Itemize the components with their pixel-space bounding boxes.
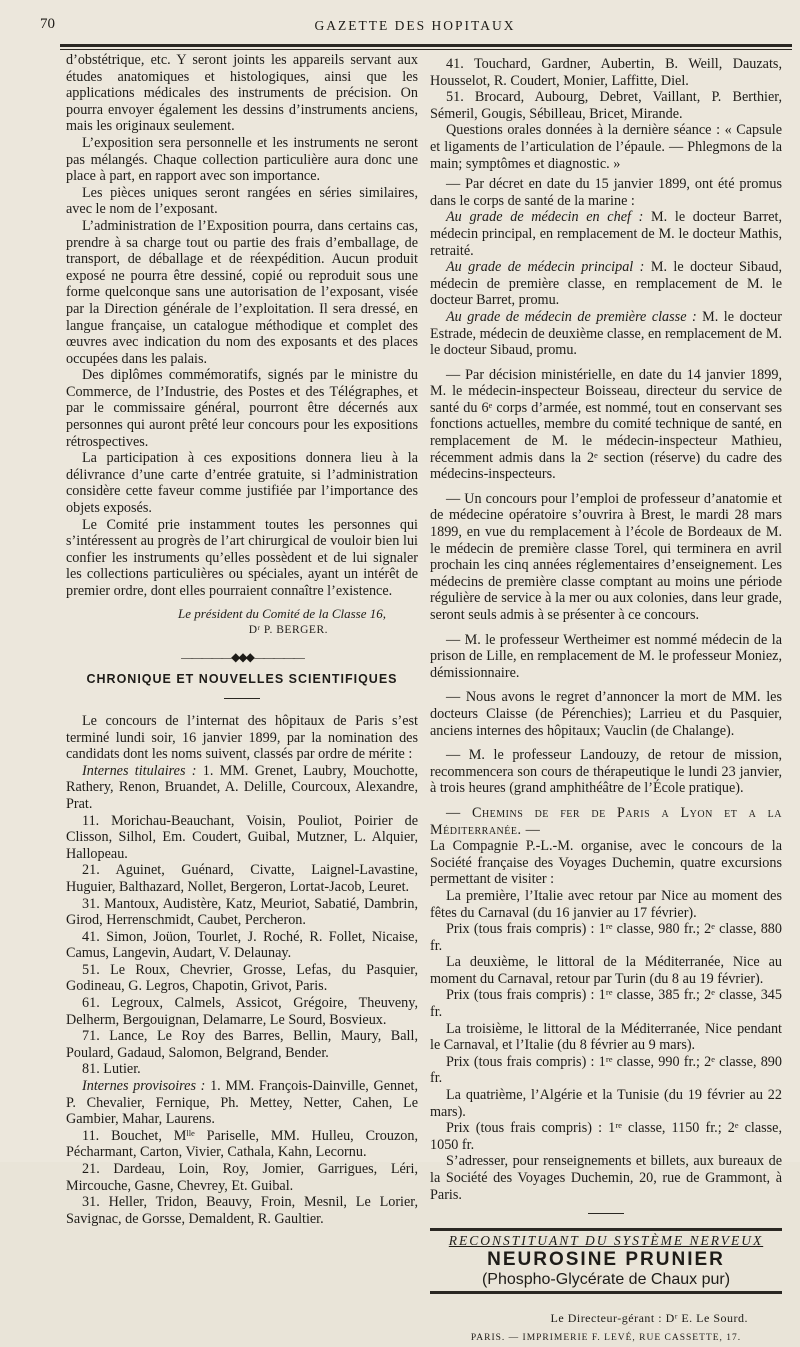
director-line: Le Directeur-gérant : Dʳ E. Le Sourd.	[550, 1310, 748, 1325]
paragraph-heading: — Chemins de fer de Paris a Lyon et a la Méditerranée. —	[430, 804, 782, 838]
paragraph: — Par décision ministérielle, en date du 14 janvier 1899, M. le médecin-inspecteur Boisseau, directeur du service de santé du 6ᵉ corps d’armée, est nommé, tout en conservant ses fonctions actuelles, membre du comité technique de santé, en remplacement de M. le médecin-inspecteur Mathieu, récemment admis dans la 2ᵉ section (réserve) du cadre des médecins-inspecteurs.	[430, 366, 782, 483]
grade-text: M. le docteur Barret, médecin principal, en remplacement de M. le docteur Mathis, retraité.	[430, 209, 783, 259]
paragraph: La quatrième, l’Algérie et la Tunisie (du 19 février au 22 mars).	[430, 1087, 782, 1120]
paragraph: — Par décret en date du 15 janvier 1899, ont été promus dans le corps de santé de la marine :	[430, 176, 782, 209]
list-item: 21. Aguinet, Guénard, Civatte, Laignel-Lavastine, Huguier, Balthazard, Nollet, Bergeron, Lortat-Jacob, Leuret.	[66, 862, 418, 895]
paragraph: Les pièces uniques seront rangées en séries similaires, avec le nom de l’exposant.	[66, 184, 418, 218]
ad-product-description: (Phospho-Glycérate de Chaux pur)	[481, 1270, 731, 1288]
running-title: GAZETTE DES HOPITAUX	[314, 18, 516, 33]
paragraph: Questions orales données à la dernière séance : « Capsule et ligaments de l’articulation de l’épaule. — Phlegmons de la main; symptômes et diagnostic. »	[430, 122, 782, 172]
list-item: 51. Le Roux, Chevrier, Grosse, Lefas, du Pasquier, Godineau, G. Legros, Chapotin, Grivot, Paris.	[66, 961, 418, 995]
section-rule	[224, 698, 260, 699]
list-item: 31. Mantoux, Audistère, Katz, Meuriot, Sabatié, Dambrin, Girod, Herrenschmidt, Caubet, Percheron.	[66, 895, 418, 929]
printer-imprint: PARIS. — IMPRIMERIE F. LEVÉ, RUE CASSETTE, 17.	[470, 1333, 742, 1344]
list-item: 1. MM. Grenet, Laubry, Mouchotte, Rathery, Renon, Bruandet, A. Delille, Courcoux, Alexandre, Prat.	[66, 762, 418, 812]
list-item: 11. Bouchet, Mˡˡᵉ Pariselle, MM. Hulleu, Crouzon, Pécharmant, Carton, Vivier, Cathala, Kahn, Lecornu.	[66, 1127, 418, 1161]
list-item: 41. Touchard, Gardner, Aubertin, B. Weill, Dauzats, Housselot, R. Coudert, Monier, Laffitte, Diel.	[430, 56, 782, 89]
list-item: 11. Morichau-Beauchant, Voisin, Pouliot, Poirier de Clisson, Silhol, Em. Coudert, Guibal, Mutzner, L. Alquier, Hallopeau.	[66, 812, 418, 862]
provisoires-label: Internes provisoires :	[82, 1078, 206, 1095]
paragraph: — Nous avons le regret d’annoncer la mort de MM. les docteurs Claisse (de Pérenchies); Larrieu et du Pasquier, anciens internes des hôpitaux; Vauclin (de Chalange).	[430, 689, 782, 739]
list-item: 31. Heller, Tridon, Beauvy, Froin, Mesnil, Le Lorier, Savignac, de Gorsse, Demaldent, R. Gaultier.	[66, 1194, 418, 1227]
header-rule	[60, 44, 792, 50]
paragraph: S’adresser, pour renseignements et billets, aux bureaux de la Société des Voyages Duchemin, 20, rue de Grammont, à Paris.	[430, 1153, 782, 1203]
page-number: 70	[40, 16, 55, 32]
section-rule	[588, 1213, 624, 1214]
price-line: Prix (tous frais compris) : 1ʳᵉ classe, 1150 fr.; 2ᵉ classe, 1050 fr.	[430, 1120, 782, 1153]
grade-label: Au grade de médecin principal :	[446, 259, 645, 276]
paragraph: L’administration de l’Exposition pourra, dans certains cas, prendre à sa charge tout ou partie des frais d’emballage, de transport, de déballage et de réexpédition. Aucun produit exposé ne pourra être dessiné, copié ou reproduit sous une forme quelconque sans une autorisation de l’exposant, visée par la Direction générale de l’exploitation. Il sera dressé, en langue française, un catalogue méthodique et complet des œuvres avec indication du nom des exposants et des places occupées dans les palais.	[66, 217, 418, 367]
list-item: 51. Brocard, Aubourg, Debret, Vaillant, P. Berthier, Sémeril, Gougis, Sébilleau, Bricet, Mirande.	[430, 89, 782, 122]
paragraph: — M. le professeur Wertheimer est nommé médecin de la prison de Lille, en remplacement de M. le professeur Moniez, démissionnaire.	[430, 631, 782, 681]
paragraph: Le concours de l’internat des hôpitaux de Paris s’est terminé lundi soir, 16 janvier 1899, par la nomination des candidats dont les noms suivent, classés par ordre de mérite :	[66, 712, 418, 763]
paragraph: d’obstétrique, etc. Y seront joints les appareils servant aux études anatomiques et histologiques, ainsi que les applications médicales des instruments de précision. On pourra envoyer également les dessins d’instruments anciens, mais les originaux seulement.	[66, 52, 418, 135]
page-header	[40, 12, 790, 38]
paragraph: Des diplômes commémoratifs, signés par le ministre du Commerce, de l’Industrie, des Postes et des Télégraphes, et par le commissaire général, pourront être décernés aux personnes qui auront prêté leur concours pour les expositions rétrospectives.	[66, 367, 418, 450]
paragraph: La deuxième, le littoral de la Méditerranée, Nice au moment du Carnaval, retour par Turin (du 8 au 19 février).	[430, 954, 782, 987]
list-item: 41. Simon, Joüon, Tourlet, J. Roché, R. Follet, Nicaise, Camus, Langevin, Audart, V. Delaunay.	[66, 928, 418, 962]
paragraph: La participation à ces expositions donnera lieu à la délivrance d’une carte d’entrée gratuite, si l’administration considère cette faveur comme justifiée par l’importance des objets exposés.	[66, 450, 418, 517]
price-line: Prix (tous frais compris) : 1ʳᵉ classe, 980 fr.; 2ᵉ classe, 880 fr.	[430, 921, 782, 954]
list-heading	[66, 1078, 418, 1128]
list-item: 61. Legroux, Calmels, Assicot, Grégoire, Theuveny, Delherm, Bergouignan, Delamarre, Le Sourd, Bosvieux.	[66, 995, 418, 1028]
paragraph: — Un concours pour l’emploi de professeur d’anatomie et de médecine opératoire s’ouvrira à Brest, le mardi 28 mars 1899, en vue du remplacement à l’école de Bordeaux de M. le médecin de première classe Torel, qui terminera en avril prochain les cinq années réglementaires d’enseignement. Les médecins de première classe comptant au moins une période régulière de service à la mer ou aux colonies, dans leur grade, seront seuls admis à se présenter à ce concours.	[430, 490, 782, 623]
right-column	[430, 56, 782, 1347]
paragraph: La Compagnie P.-L.-M. organise, avec le concours de la Société française des Voyages Duchemin, quatre excursions permettant de visiter :	[430, 838, 782, 888]
ad-tagline: RECONSTITUANT DU SYSTÈME NERVEUX	[448, 1233, 764, 1249]
section-title: CHRONIQUE ET NOUVELLES SCIENTIFIQUES	[86, 672, 398, 687]
list-heading	[66, 763, 418, 813]
list-item: 21. Dardeau, Loin, Roy, Jomier, Garrigues, Léri, Mircouche, Gasne, Chevrey, Et. Guibal.	[66, 1161, 418, 1194]
paragraph	[430, 259, 782, 309]
paragraph: — M. le professeur Landouzy, de retour de mission, recommencera son cours de thérapeutique le lundi 23 janvier, à trois heures (grand amphithéâtre de l’École pratique).	[430, 747, 782, 797]
price-line: Prix (tous frais compris) : 1ʳᵉ classe, 385 fr.; 2ᵉ classe, 345 fr.	[430, 987, 782, 1021]
paragraph: La troisième, le littoral de la Méditerranée, Nice pendant le Carnaval, et l’Italie (du 8 février au 9 mars).	[430, 1020, 782, 1054]
price-line: Prix (tous frais compris) : 1ʳᵉ classe, 990 fr.; 2ᵉ classe, 890 fr.	[430, 1053, 782, 1087]
paragraph: La première, l’Italie avec retour par Nice au moment des fêtes du Carnaval (du 16 janvier au 17 février).	[430, 887, 782, 921]
paragraph	[430, 209, 782, 259]
left-column	[66, 52, 418, 1227]
grade-label: Au grade de médecin en chef :	[446, 209, 644, 226]
titulaires-label: Internes titulaires :	[82, 762, 197, 779]
paragraph	[430, 309, 782, 359]
list-item: 71. Lance, Le Roy des Barres, Bellin, Maury, Ball, Poulard, Gadaud, Salomon, Belgrand, Bender.	[66, 1028, 418, 1061]
grade-text: M. le docteur Sibaud, médecin de première classe, en remplacement de M. le docteur Barret, promu.	[430, 259, 783, 309]
ad-product-name: NEUROSINE PRUNIER	[487, 1248, 725, 1270]
grade-label: Au grade de médecin de première classe :	[446, 308, 697, 325]
paragraph: L’exposition sera personnelle et les instruments ne seront pas mélangés. Chaque collection particulière aura donc une place à part, en rapport avec son importance.	[66, 134, 418, 185]
ornament-divider: —————◆◆◆—————	[181, 649, 303, 664]
grade-text: M. le docteur Estrade, médecin de deuxième classe, en remplacement de M. le docteur Sibaud, promu.	[430, 308, 782, 359]
signature-title: Le président du Comité de la Classe 16,	[178, 605, 386, 621]
paragraph: Le Comité prie instamment toutes les personnes qui s’intéressent au progrès de l’art chirurgical de vouloir bien lui confier les instruments qu’elles possèdent et de lui signaler les collections particulières ou spéciales, ayant un intérêt de premier ordre, dont elles pourraient connaître l’existence.	[66, 516, 418, 599]
signature-name: Dʳ P. BERGER.	[248, 624, 328, 637]
list-item: 81. Lutier.	[82, 1061, 141, 1078]
list-item: 1. MM. François-Dainville, Gennet, P. Chevalier, Fernique, Ph. Mettey, Netter, Cahen, Le Gambier, Mahar, Laurens.	[66, 1078, 418, 1128]
advertisement	[430, 1228, 782, 1294]
